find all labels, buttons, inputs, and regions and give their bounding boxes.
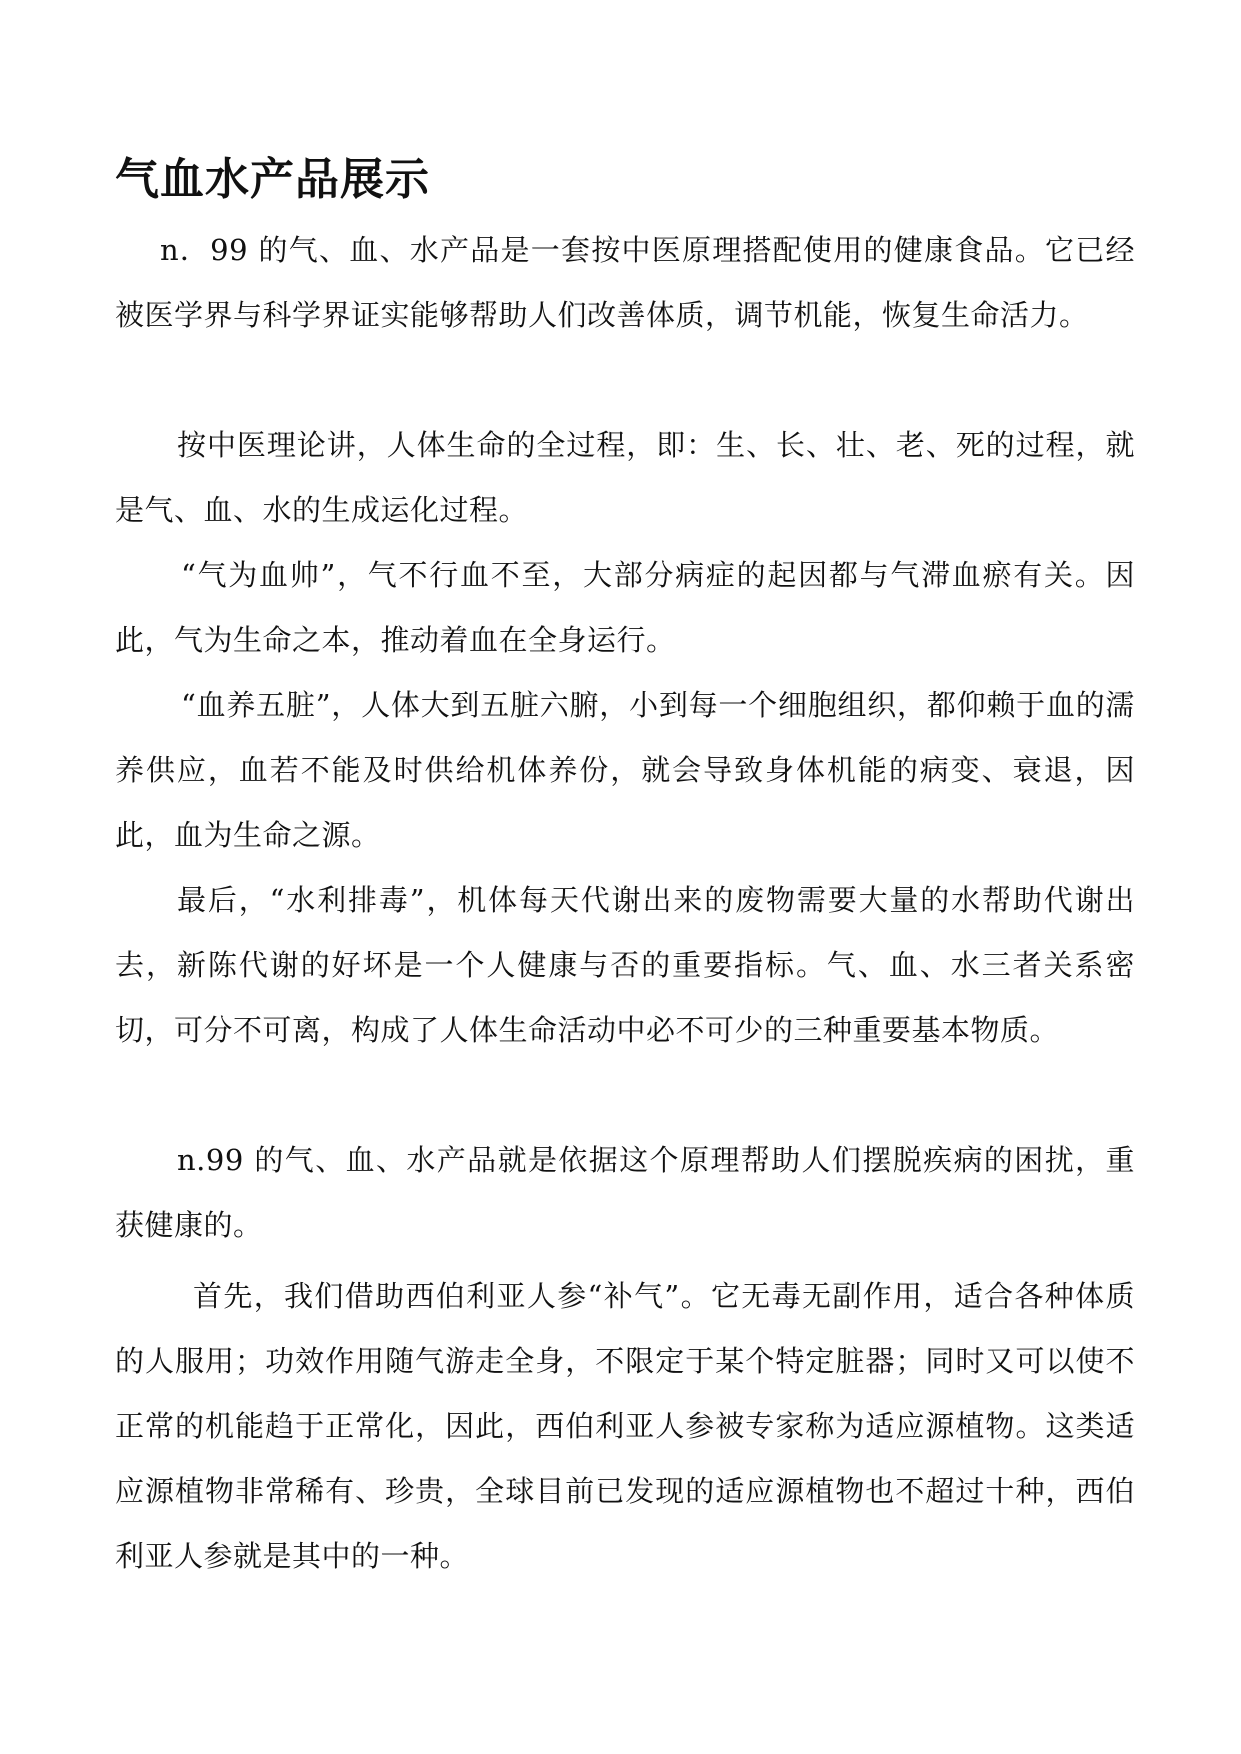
paragraph-water: 最后，“水利排毒”，机体每天代谢出来的废物需要大量的水帮助代谢出去，新陈代谢的好坏是一个人健康与否的重要指标。气、血、水三者关系密切，可分不可离，构成了人体生命活动中必不可少的三种重要基本物质。	[115, 883, 1135, 1047]
paragraph-siberian-ginseng: 首先，我们借助西伯利亚人参“补气”。它无毒无副作用，适合各种体质的人服用；功效作用随气游走全身，不限定于某个特定脏器；同时又可以使不正常的机能趋于正常化，因此，西伯利亚人参被专家称为适应源植物。这类适应源植物非常稀有、珍贵，全球目前已发现的适应源植物也不超过十种，西伯利亚人参就是其中的一种。	[115, 1279, 1135, 1573]
paragraph-blood: “血养五脏”，人体大到五脏六腑，小到每一个细胞组织，都仰赖于血的濡养供应，血若不能及时供给机体养份，就会导致身体机能的病变、衰退，因此，血为生命之源。	[115, 688, 1135, 852]
paragraph-principle: n.99 的气、血、水产品就是依据这个原理帮助人们摆脱疾病的困扰，重获健康的。	[115, 1143, 1135, 1242]
paragraph-intro: n．99 的气、血、水产品是一套按中医原理搭配使用的健康食品。它已经被医学界与科学界证实能够帮助人们改善体质，调节机能，恢复生命活力。	[115, 233, 1135, 332]
paragraph-qi: “气为血帅”，气不行血不至，大部分病症的起因都与气滞血瘀有关。因此，气为生命之本，推动着血在全身运行。	[115, 558, 1135, 657]
page-title: 气血水产品展示	[115, 154, 430, 205]
paragraph-tcm-theory: 按中医理论讲，人体生命的全过程，即：生、长、壮、老、死的过程，就是气、血、水的生成运化过程。	[115, 428, 1135, 527]
